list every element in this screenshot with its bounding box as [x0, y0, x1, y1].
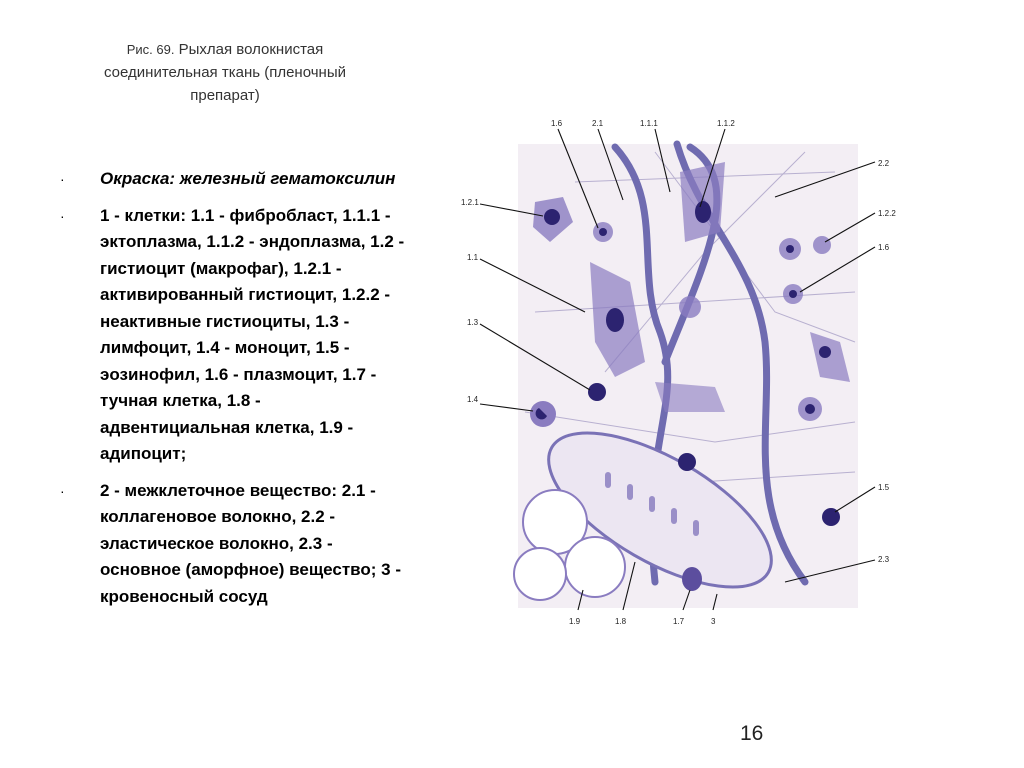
caption-line-3: препарат) — [190, 87, 260, 104]
label-1-4: 1.4 — [467, 395, 479, 404]
bottom-labels — [569, 617, 716, 626]
bullet-list — [60, 166, 410, 620]
bullet-text-intercellular: 2 - межклеточное вещество: 2.1 - коллагеновое волокно, 2.2 - эластическое волокно, 2.3 - основное (аморфное) вещество; 3 - кровеносный сосуд — [100, 480, 402, 606]
label-1-7: 1.7 — [673, 617, 685, 626]
label-2-2: 2.2 — [878, 159, 890, 168]
label-3: 3 — [711, 617, 716, 626]
bullet-text-staining: Окраска: железный гематоксилин — [100, 169, 396, 188]
top-labels — [551, 119, 735, 128]
tissue-illustration — [455, 112, 915, 642]
label-1-2-2: 1.2.2 — [878, 209, 896, 218]
label-1-3: 1.3 — [467, 318, 479, 327]
page-number: 16 — [740, 722, 764, 745]
bullet-text-cells: 1 - клетки: 1.1 - фибробласт, 1.1.1 - эктоплазма, 1.1.2 - эндоплазма, 1.2 - гистиоцит (макрофаг), 1.2.1 - активированный гистиоцит, 1.2.2 - неактивные гистиоциты, 1.3 - лимфоцит, 1.4 - моноцит, 1.5 - эозинофил, 1.6 - плазмоцит, 1.7 - тучная клетка, 1.8 - адвентициальная клетка, 1.9 - адипоцит; — [100, 205, 405, 463]
label-2-3: 2.3 — [878, 555, 890, 564]
caption-line-1 — [60, 38, 390, 61]
left-labels — [461, 198, 479, 404]
figure-number: Рис. 69. — [126, 42, 175, 57]
label-1-5: 1.5 — [878, 483, 890, 492]
label-1-2-1: 1.2.1 — [461, 198, 479, 207]
label-1-6-right: 1.6 — [878, 243, 890, 252]
right-labels — [878, 159, 896, 564]
caption-line-1-text: Рыхлая волокнистая — [178, 41, 324, 58]
label-1-1-1: 1.1.1 — [640, 119, 658, 128]
caption-line-2: соединительная ткань (пленочный — [104, 64, 346, 81]
label-1-1: 1.1 — [467, 253, 479, 262]
bullet-marker: · — [60, 207, 65, 224]
bullet-marker: · — [60, 482, 65, 499]
label-1-6-top: 1.6 — [551, 119, 563, 128]
label-2-1: 2.1 — [592, 119, 604, 128]
label-1-9: 1.9 — [569, 617, 581, 626]
bullet-intercellular — [60, 478, 410, 611]
label-1-8: 1.8 — [615, 617, 627, 626]
bullet-marker: · — [60, 171, 65, 187]
bullet-staining — [60, 166, 410, 193]
label-1-1-2: 1.1.2 — [717, 119, 735, 128]
figure-caption — [60, 38, 390, 107]
tissue-drawing — [455, 112, 915, 642]
bullet-cells — [60, 203, 410, 468]
